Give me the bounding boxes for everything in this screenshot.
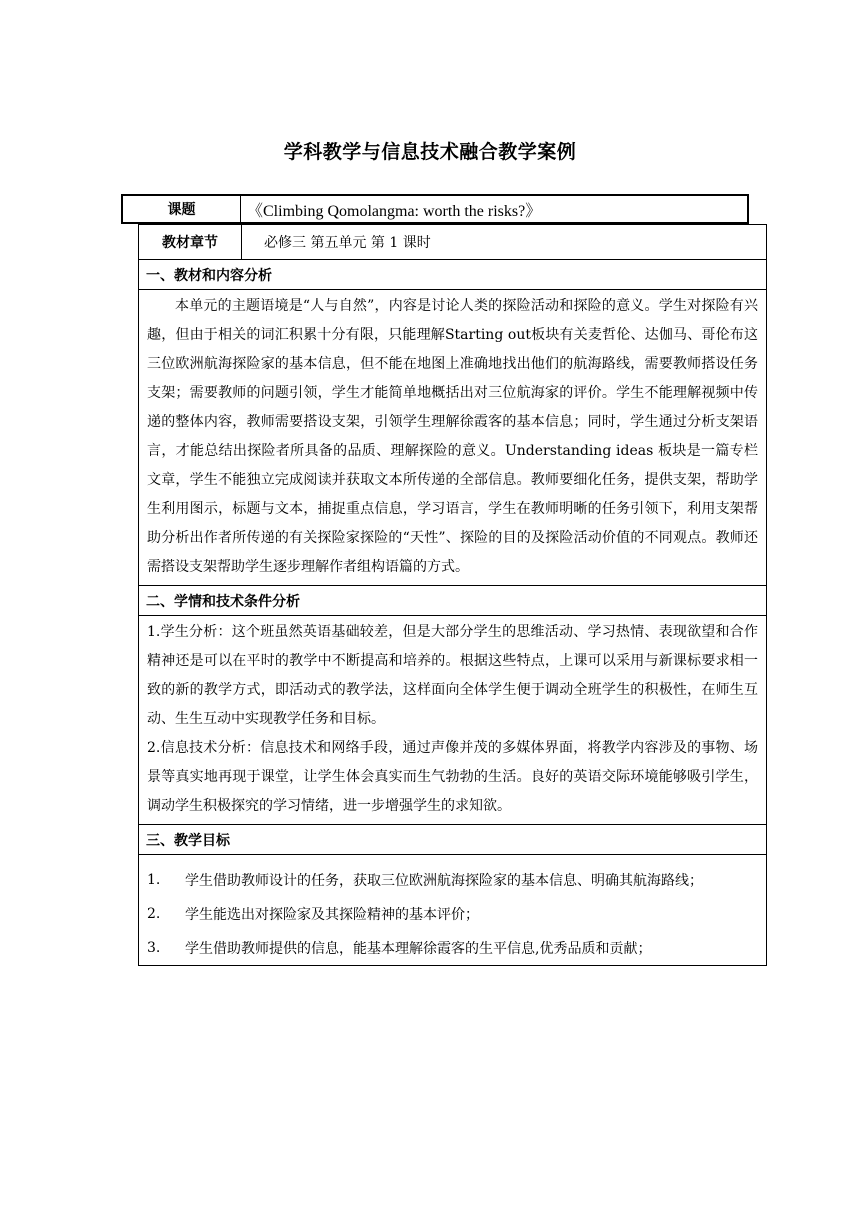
student-analysis-paragraph: 1.学生分析：这个班虽然英语基础较差，但是大部分学生的思维活动、学习热情、表现欲望和合作精神还是可以在平时的教学中不断提高和培养的。根据这些特点，上课可以采用与新课标要求相一致的新的教学方式，即活动式的教学法，这样面向全体学生便于调动全班学生的积极性，在师生互动、生生互动中实现教学任务和目标。 [147,624,758,727]
goal-number: 1. [147,872,161,888]
goal-text: 学生借助教师提供的信息，能基本理解徐霞客的生平信息,优秀品质和贡献； [185,941,652,957]
topic-label: 课题 [123,196,241,222]
goal-number: 2. [147,906,161,922]
chapter-value: 必修三 第五单元 第 1 课时 [264,235,431,251]
topic-value: 《Climbing Qomolangma: worth the risks?》 [247,202,542,220]
section-body-content-analysis [139,290,766,586]
topic-row [121,194,749,224]
page-title: 学科教学与信息技术融合教学案例 [283,141,577,163]
goal-item [147,897,758,931]
goal-text: 学生借助教师设计的任务，获取三位欧洲航海探险家的基本信息、明确其航海路线； [185,873,703,889]
section-heading-teaching-goals: 三、教学目标 [139,825,766,855]
section-heading-content-analysis: 一、教材和内容分析 [139,260,766,290]
goal-item [147,863,758,897]
goal-item [147,931,758,965]
lesson-table [138,224,767,966]
section-heading-student-analysis: 二、学情和技术条件分析 [139,586,766,616]
tech-analysis-paragraph: 2.信息技术分析：信息技术和网络手段，通过声像并茂的多媒体界面，将教学内容涉及的事物、场景等真实地再现于课堂，让学生体会真实而生气勃勃的生活。良好的英语交际环境能够吸引学生，调动学生积极探究的学习情绪，进一步增强学生的求知欲。 [147,740,758,814]
goal-text: 学生能选出对探险家及其探险精神的基本评价； [185,907,479,923]
goal-number: 3. [147,940,161,956]
content-analysis-paragraph: 本单元的主题语境是“人与自然”，内容是讨论人类的探险活动和探险的意义。学生对探险有兴趣，但由于相关的词汇积累十分有限，只能理解Starting out板块有关麦哲伦、达伽马、哥伦布这三位欧洲航海探险家的基本信息，但不能在地图上准确地找出他们的航海路线，需要教师搭设任务支架；需要教师的问题引领，学生才能简单地概括出对三位航海家的评价。学生不能理解视频中传递的整体内容，教师需要搭设支架，引领学生理解徐霞客的基本信息；同时，学生通过分析支架语言，才能总结出探险者所具备的品质、理解探险的意义。Understanding ideas 板块是一篇专栏文章，学生不能独立完成阅读并获取文本所传递的全部信息。教师要细化任务，提供支架，帮助学生利用图示，标题与文本，捕捉重点信息，学习语言，学生在教师明晰的任务引领下，利用支架帮助分析出作者所传递的有关探险家探险的“天性”、探险的目的及探险活动价值的不同观点。教师还需搭设支架帮助学生逐步理解作者组构语篇的方式。 [147,298,758,575]
chapter-row [139,225,766,260]
teaching-goals-list [139,855,766,965]
section-body-student-analysis [139,616,766,825]
chapter-label: 教材章节 [139,225,242,259]
